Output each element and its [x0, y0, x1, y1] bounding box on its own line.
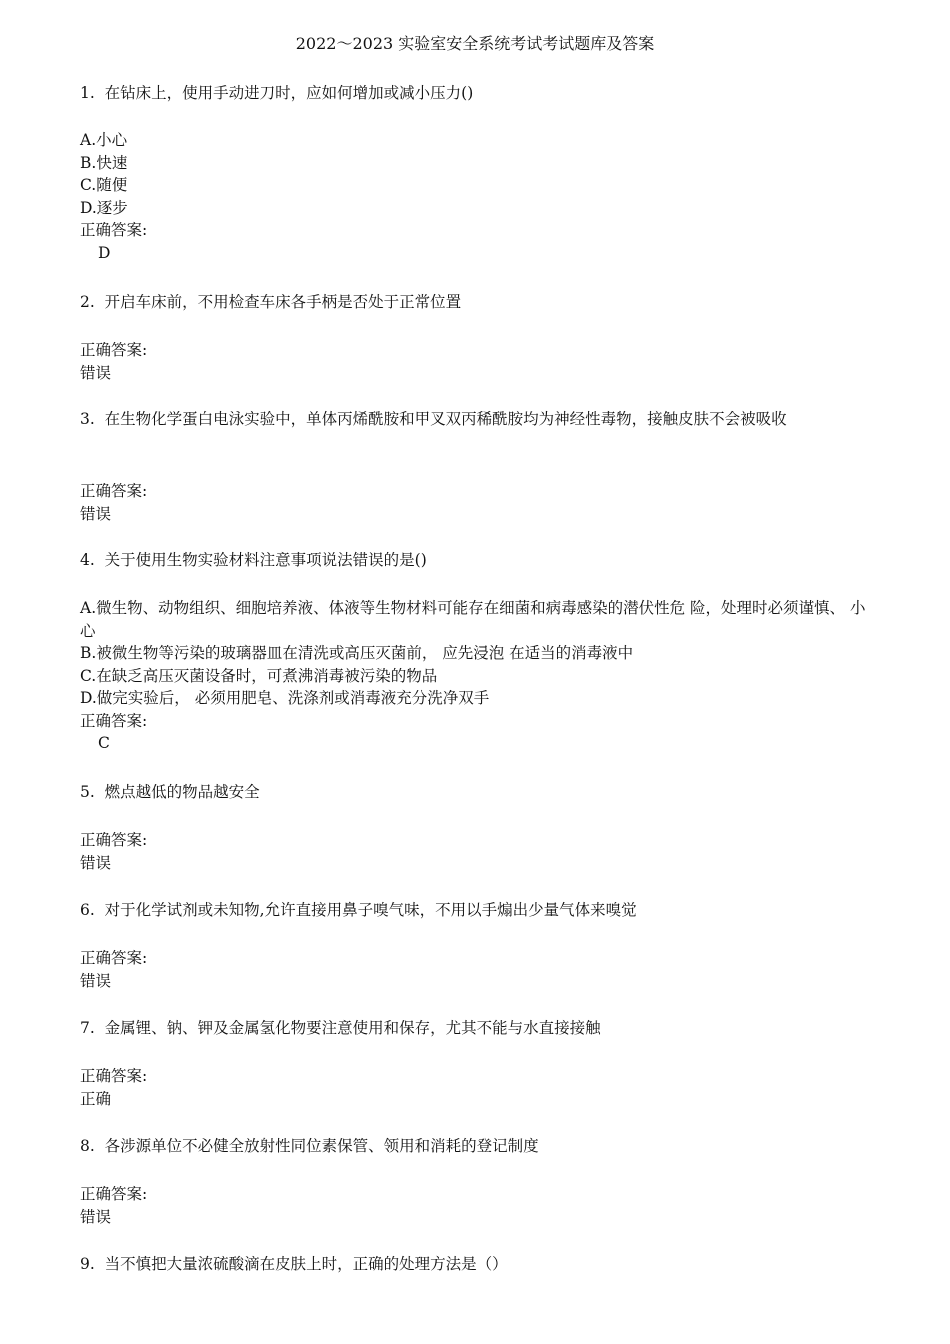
answer-value: C — [98, 734, 110, 752]
option: D.逐步 — [80, 198, 128, 217]
question-text: 1. 在钻床上，使用手动进刀时，应如何增加或减小压力() — [80, 84, 474, 102]
question-4 — [80, 549, 870, 572]
answer-label: 正确答案: — [80, 711, 148, 730]
option: C.在缺乏高压灭菌设备时，可煮沸消毒被污染的物品 — [80, 666, 438, 685]
question-text: 2. 开启车床前，不用检查车床各手柄是否处于正常位置 — [80, 293, 462, 311]
answer-label: 正确答案: — [80, 221, 148, 239]
question-6-answer — [80, 947, 870, 992]
question-2 — [80, 291, 870, 314]
question-text: 5. 燃点越低的物品越安全 — [80, 783, 260, 801]
question-6 — [80, 899, 870, 922]
question-text: 3. 在生物化学蛋白电泳实验中，单体丙烯酰胺和甲叉双丙稀酰胺均为神经性毒物，接触皮肤不会被吸收 — [80, 410, 787, 428]
answer-value: 错误 — [80, 504, 112, 523]
answer-value: 错误 — [80, 853, 112, 872]
question-text: 4. 关于使用生物实验材料注意事项说法错误的是() — [80, 551, 427, 569]
option: A.小心 — [80, 131, 128, 149]
option: B.快速 — [80, 153, 128, 172]
option: D.做完实验后， 必须用肥皂、洗涤剂或消毒液充分洗净双手 — [80, 689, 490, 707]
question-2-answer — [80, 339, 870, 384]
question-text: 9. 当不慎把大量浓硫酸滴在皮肤上时，正确的处理方法是（） — [80, 1255, 508, 1273]
option: A.微生物、动物组织、细胞培养液、体液等生物材料可能存在细菌和病毒感染的潜伏性危 险，处理时必须谨慎、 小心 — [80, 599, 866, 640]
question-5-answer — [80, 829, 870, 874]
question-3-answer — [80, 480, 870, 525]
document-title: 2022～2023 实验室安全系统考试考试题库及答案 — [295, 34, 655, 53]
answer-value: 正确 — [80, 1089, 112, 1108]
answer-value: 错误 — [80, 971, 112, 990]
question-7-answer — [80, 1065, 870, 1110]
answer-value: 错误 — [80, 1207, 112, 1226]
answer-label: 正确答案: — [80, 831, 148, 849]
question-text: 6. 对于化学试剂或未知物,允许直接用鼻子嗅气味，不用以手煽出少量气体来嗅觉 — [80, 901, 637, 919]
question-8-answer — [80, 1183, 870, 1228]
answer-label: 正确答案: — [80, 949, 148, 967]
answer-label: 正确答案: — [80, 1067, 148, 1085]
question-5 — [80, 781, 870, 804]
option: B.被微生物等污染的玻璃器皿在清洗或高压灭菌前， 应先浸泡 在适当的消毒液中 — [80, 644, 634, 662]
question-text: 7. 金属锂、钠、钾及金属氢化物要注意使用和保存，尤其不能与水直接接触 — [80, 1019, 601, 1037]
question-1-options — [80, 129, 870, 264]
option: C.随便 — [80, 176, 128, 194]
answer-label: 正确答案: — [80, 341, 148, 359]
answer-value: 错误 — [80, 363, 112, 382]
question-8 — [80, 1135, 870, 1158]
question-4-options — [80, 597, 870, 755]
question-9 — [80, 1253, 870, 1276]
question-1 — [80, 82, 870, 105]
question-7 — [80, 1017, 870, 1040]
answer-label: 正确答案: — [80, 1185, 148, 1203]
answer-label: 正确答案: — [80, 482, 148, 500]
answer-value: D — [98, 243, 111, 262]
question-text: 8. 各涉源单位不必健全放射性同位素保管、领用和消耗的登记制度 — [80, 1137, 539, 1155]
question-3 — [80, 408, 870, 431]
